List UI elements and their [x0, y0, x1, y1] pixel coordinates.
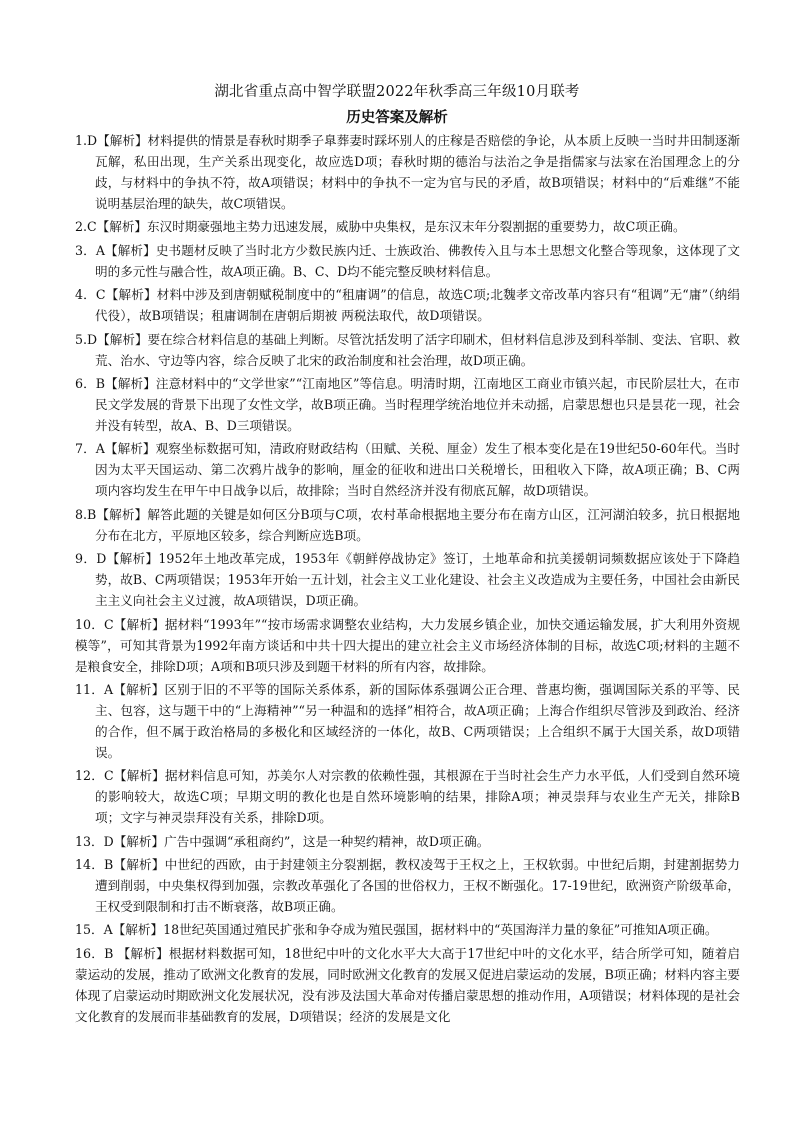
answer-item: 6．B【解析】注意材料中的“文学世家”“江南地区”等信息。明清时期，江南地区工商业市镇兴起，市民阶层壮大，在市民文学发展的背景下出现了女性文学，故B项正确。当时程理学统治地位并未动摇，启蒙思想也只是昙花一现，社会并没有转型，故A、B、D三项错误。 — [75, 375, 740, 433]
answer-item: 13．D【解析】广告中强调“承租商约”，这是一种契约精神，故D项正确。 — [75, 833, 490, 849]
answer-item: 5.D【解析】要在综合材料信息的基础上判断。尽管沈括发明了活字印刷术，但材料信息涉及到科举制、变法、官职、救荒、治水、守边等内容，综合反映了北宋的政治制度和社会治理，故D项正确。 — [75, 331, 740, 368]
answer-item: 11．A【解析】区别于旧的不平等的国际关系体系，新的国际体系强调公正合理、普惠均衡，强调国际关系的平等、民主、包容，这与题干中的“上海精神”“另一种温和的选择”相符合，故A项正确；上海合作组织尽管涉及到政治、经济的合作，但不属于政治格局的多极化和区域经济的一体化，故B、C两项错误；上合组织不属于大国关系，故D项错误。 — [75, 681, 740, 760]
answer-item: 16．B 【解析】根据材料数据可知，18世纪中叶的文化水平大大高于17世纪中叶的文化水平，结合所学可知，随着启蒙运动的发展，推动了欧洲文化教育的发展，同时欧洲文化教育的发展又促进启蒙运动的发展，B项正确；材料内容主要体现了启蒙运动时期欧洲文化发展状况，没有涉及法国大革命对传播启蒙思想的推动作用，A项错误；材料体现的是社会文化教育的发展而非基础教育的发展，D项错误；经济的发展是文化 — [75, 945, 740, 1024]
answer-item: 4．C【解析】材料中涉及到唐朝赋税制度中的“租庸调”的信息，故选C项;北魏孝文帝改革内容只有“租调”无“庸”（纳绢代役），故B项错误；租庸调制在唐朝后期被 两税法取代，故D项错误。 — [75, 287, 740, 324]
answer-item: 9．D【解析】1952年土地改革完成，1953年《朝鲜停战协定》签订，土地革命和抗美援朝词频数据应该处于下降趋势，故B、C两项错误；1953年开始一五计划，社会主义工业化建设、社会主义改造成为主要任务，中国社会由新民主主义向社会主义过渡，故A项错误，D项正确。 — [75, 551, 740, 609]
answer-item: 8.B【解析】解答此题的关键是如何区分B项与C项，农村革命根据地主要分布在南方山区，江河湖泊较多，抗日根据地分布在北方，平原地区较多，综合判断应选B项。 — [75, 506, 740, 543]
answer-item: 10．C【解析】据材料“1993年”“按市场需求调整农业结构，大力发展乡镇企业，加快交通运输发展，扩大利用外资规模等”，可知其背景为1992年南方谈话和中共十四大提出的建立社会主义市场经济体制的目标，故选C项;材料的主题不是粮食安全，排除D项；A项和B项只涉及到题干材料的所有内容，故排除。 — [75, 616, 740, 674]
answer-item: 1.D【解析】材料提供的情景是春秋时期季子臯葬妻时踩坏别人的庄稼是否赔偿的争论，从本质上反映一当时井田制逐渐瓦解，私田出现，生产关系出现变化，故应选D项；春秋时期的德治与法治之争是指儒家与法家在治国理念上的分歧，与材料中的争执不符，故A项错误；材料中的争执不一定为官与民的矛盾，故B项错误；材料中的“后难继”不能说明基层治理的缺失，故C项错误。 — [75, 133, 740, 211]
answer-item: 15．A【解析】18世纪英国通过殖民扩张和争夺成为殖民强国，据材料中的“英国海洋力量的象征”可推知A项正确。 — [75, 922, 718, 938]
answer-item: 7．A【解析】观察坐标数据可知，清政府财政结构（田赋、关税、厘金）发生了根本变化是在19世纪50-60年代。当时因为太平天国运动、第二次鸦片战争的影响，厘金的征收和进出口关税增长，田租收入下降，故A项正确；B、C两项内容均发生在甲午中日战争以后，故排除；当时自然经济并没有彻底瓦解，故D项错误。 — [75, 441, 740, 499]
answer-item: 14．B【解析】中世纪的西欧，由于封建领主分裂割据，教权凌驾于王权之上，王权软弱。中世纪后期，封建割据势力遭到削弱，中央集权得到加强，宗教改革强化了各国的世俗权力，王权不断强化。17-19世纪，欧洲资产阶级革命，王权受到限制和打击不断衰落，故B项正确。 — [75, 857, 740, 915]
answer-item: 12．C【解析】据材料信息可知，苏美尔人对宗教的依赖性强，其根源在于当时社会生产力水平低，人们受到自然环境的影响较大，故选C项；早期文明的教化也是自然环境影响的结果，排除A项；神灵崇拜与农业生产无关，排除B项；文字与神灵崇拜没有关系，排除D项。 — [75, 768, 740, 826]
answer-key-heading: 历史答案及解析 — [346, 109, 448, 126]
answer-list — [75, 130, 740, 1029]
answer-item: 3．A【解析】史书题材反映了当时北方少数民族内迁、士族政治、佛教传入且与本土思想文化整合等现象，这体现了文明的多元性与融合性，故A项正确。B、C、D均不能完整反映材料信息。 — [75, 242, 740, 279]
answer-item: 2.C【解析】东汉时期豪强地主势力迅速发展，威胁中央集权，是东汉末年分裂割据的重要势力，故C项正确。 — [75, 219, 686, 235]
exam-title: 湖北省重点高中智学联盟2022年秋季高三年级10月联考 — [214, 84, 580, 100]
